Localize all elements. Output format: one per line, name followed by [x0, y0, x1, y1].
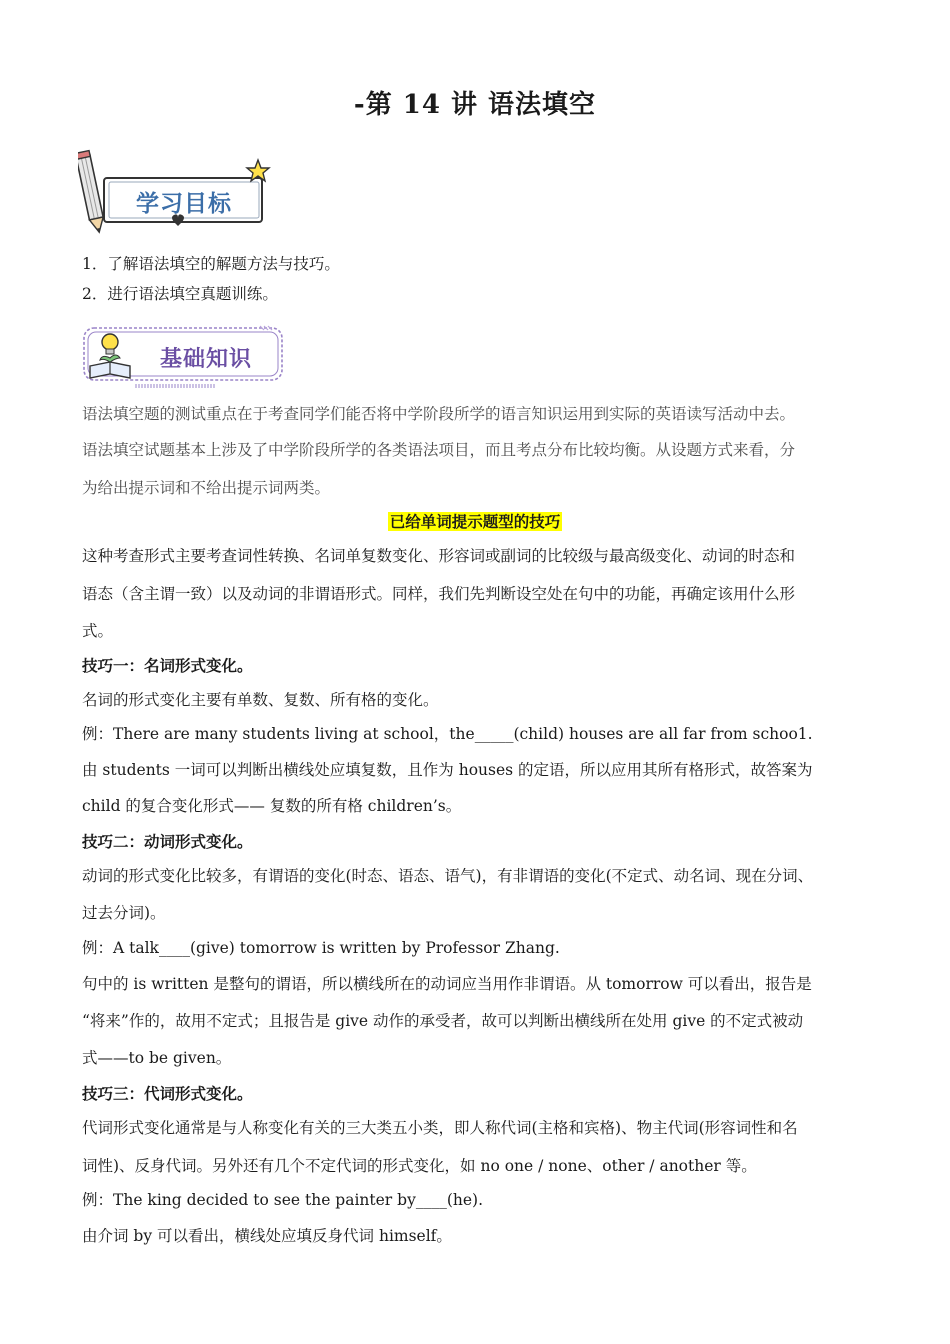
goal-item-1: 1．了解语法填空的解题方法与技巧。: [82, 255, 340, 273]
intro-line-3: 为给出提示词和不给出提示词两类。: [82, 479, 331, 497]
goal-item-2: 2．进行语法填空真题训练。: [82, 285, 278, 303]
section-heading: 已给单词提示题型的技巧: [389, 512, 561, 531]
tip2-explain-line-3: 式——to be given。: [82, 1049, 232, 1067]
page-title: -第 14 讲 语法填空: [353, 90, 597, 120]
tip2-example: 例：A talk____(give) tomorrow is written by Professor Zhang.: [82, 939, 560, 957]
learning-goals-badge: [78, 148, 274, 238]
intro-line-2: 语法填空试题基本上涉及了中学阶段所学的各类语法项目，而且考点分布比较均衡。从设题方式来看，分: [82, 441, 796, 459]
tip2-desc-line-2: 过去分词)。: [82, 904, 166, 922]
section-heading-wrap: [0, 512, 950, 532]
tip1-desc: 名词的形式变化主要有单数、复数、所有格的变化。: [82, 691, 439, 709]
tip2-desc-line-1: 动词的形式变化比较多，有谓语的变化(时态、语态、语气)，有非谓语的变化(不定式、动名词、现在分词、: [82, 867, 814, 885]
section-intro-line-1: 这种考查形式主要考查词性转换、名词单复数变化、形容词或副词的比较级与最高级变化、动词的时态和: [82, 547, 796, 565]
tip2-explain-line-2: “将来”作的，故用不定式；且报告是 give 动作的承受者，故可以判断出横线所在处用 give 的不定式被动: [82, 1012, 804, 1030]
tip1-heading: 技巧一：名词形式变化。: [82, 656, 253, 675]
learning-goals-label: 学习目标: [136, 191, 232, 217]
tip2-explain-line-1: 句中的 is written 是整句的谓语，所以横线所在的动词应当用作非谓语。从 tomorrow 可以看出，报告是: [82, 975, 812, 993]
basic-knowledge-badge: [80, 322, 286, 392]
section-intro-line-3: 式。: [82, 622, 114, 640]
tip3-desc-line-2: 词性)、反身代词。另外还有几个不定代词的形式变化，如 no one / none、other / another 等。: [82, 1157, 757, 1175]
tip3-explain: 由介词 by 可以看出，横线处应填反身代词 himself。: [82, 1227, 452, 1245]
tip2-heading: 技巧二：动词形式变化。: [82, 832, 253, 851]
section-intro-line-2: 语态（含主谓一致）以及动词的非谓语形式。同样，我们先判断设空处在句中的功能，再确定该用什么形: [82, 585, 796, 603]
tip3-heading: 技巧三：代词形式变化。: [82, 1084, 253, 1103]
intro-line-1: 语法填空题的测试重点在于考查同学们能否将中学阶段所学的语言知识运用到实际的英语读写活动中去。: [82, 405, 796, 423]
tip3-example: 例：The king decided to see the painter by____(he).: [82, 1191, 484, 1209]
tip1-example: 例：There are many students living at school，the_____(child) houses are all far from schoo1.: [82, 725, 813, 743]
tip1-explain-line-1: 由 students 一词可以判断出横线处应填复数，且作为 houses 的定语，所以应用其所有格形式，故答案为: [82, 761, 813, 779]
tip1-explain-line-2: child 的复合变化形式—— 复数的所有格 children’s。: [82, 797, 462, 815]
tip3-desc-line-1: 代词形式变化通常是与人称变化有关的三大类五小类，即人称代词(主格和宾格)、物主代词(形容词性和名: [82, 1119, 798, 1137]
basic-knowledge-label: 基础知识: [159, 347, 252, 372]
